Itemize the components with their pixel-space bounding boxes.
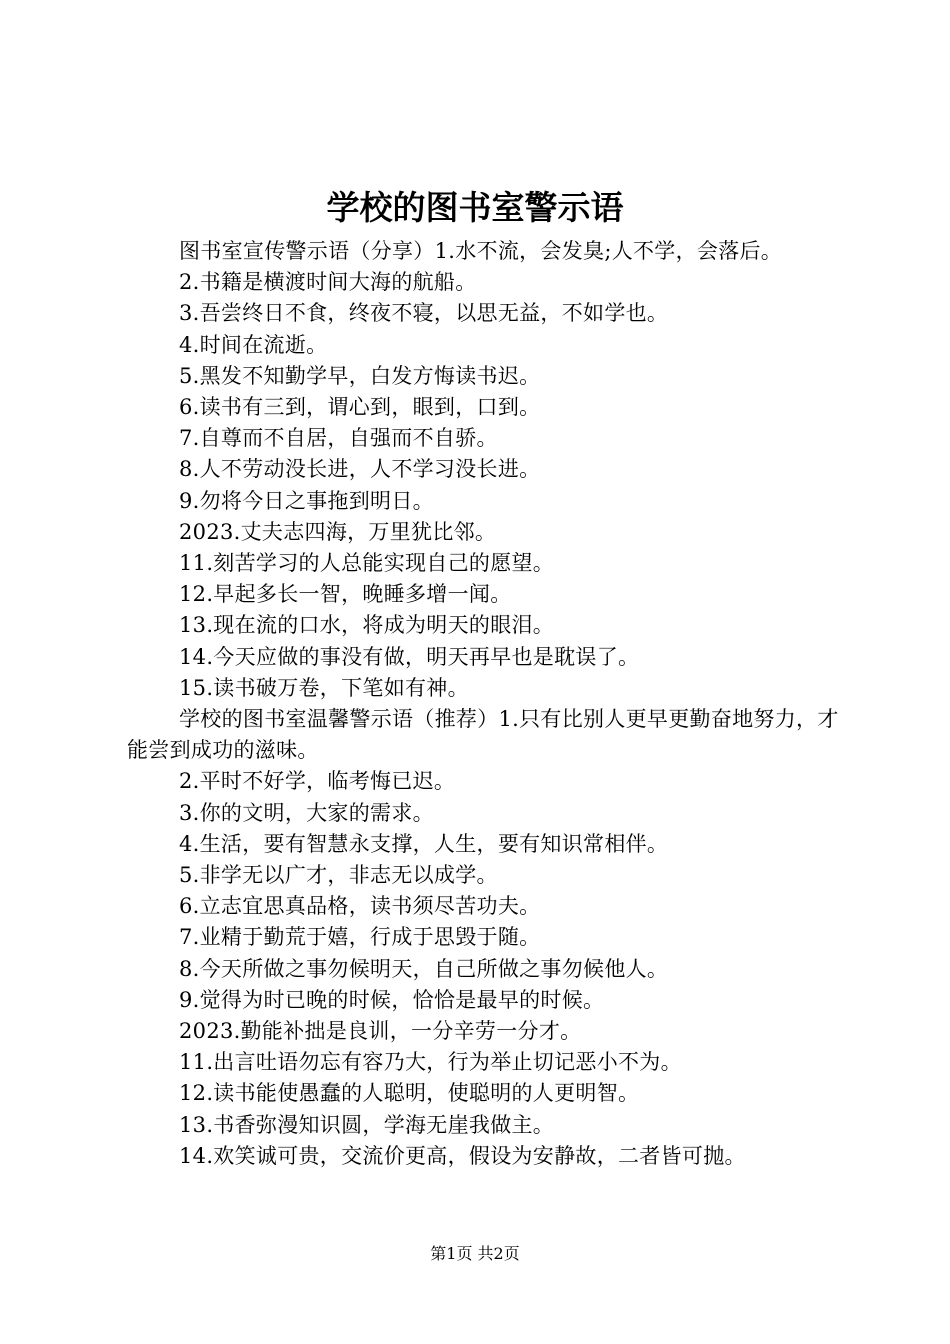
paragraph: 12.早起多长一智，晚睡多增一闻。 [179, 582, 512, 607]
paragraph: 11.刻苦学习的人总能实现自己的愿望。 [179, 551, 555, 576]
paragraph: 7.业精于勤荒于嬉，行成于思毁于随。 [179, 925, 541, 950]
paragraph: 4.生活，要有智慧永支撑，人生，要有知识常相伴。 [179, 831, 669, 856]
document-title: 学校的图书室警示语 [326, 188, 624, 227]
paragraph: 15.读书破万卷，下笔如有神。 [179, 675, 469, 700]
paragraph: 9.觉得为时已晚的时候，恰恰是最早的时候。 [179, 987, 605, 1012]
paragraph: 14.今天应做的事没有做，明天再早也是耽误了。 [179, 644, 640, 669]
paragraph: 图书室宣传警示语（分享）1.水不流，会发臭;人不学，会落后。 [179, 239, 783, 263]
paragraph: 6.读书有三到，谓心到，眼到，口到。 [179, 395, 541, 420]
paragraph: 8.人不劳动没长进，人不学习没长进。 [179, 457, 541, 482]
page-number-footer: 第1页 共2页 [430, 1244, 520, 1263]
paragraph: 2023.勤能补拙是良训，一分辛劳一分才。 [179, 1019, 582, 1044]
paragraph: 9.勿将今日之事拖到明日。 [179, 488, 434, 513]
paragraph: 3.你的文明，大家的需求。 [179, 800, 434, 825]
paragraph: 4.时间在流逝。 [179, 332, 328, 357]
paragraph: 13.书香弥漫知识圆，学海无崖我做主。 [179, 1112, 555, 1137]
paragraph: 学校的图书室温馨警示语（推荐）1.只有比别人更早更勤奋地努力，才能尝到成功的滋味。 [127, 707, 839, 763]
document-body [127, 236, 839, 1172]
paragraph: 6.立志宜思真品格，读书须尽苦功夫。 [179, 894, 541, 919]
paragraph: 2.书籍是横渡时间大海的航船。 [179, 270, 477, 295]
paragraph: 5.黑发不知勤学早，白发方悔读书迟。 [179, 363, 541, 388]
paragraph: 7.自尊而不自居，自强而不自骄。 [179, 426, 498, 451]
paragraph: 11.出言吐语勿忘有容乃大，行为举止切记恶小不为。 [179, 1050, 682, 1075]
paragraph: 13.现在流的口水，将成为明天的眼泪。 [179, 613, 555, 638]
paragraph: 12.读书能使愚蠢的人聪明，使聪明的人更明智。 [179, 1081, 640, 1106]
paragraph: 14.欢笑诚可贵，交流价更高，假设为安静故，二者皆可抛。 [179, 1143, 746, 1168]
paragraph: 8.今天所做之事勿候明天，自己所做之事勿候他人。 [179, 956, 669, 981]
paragraph: 3.吾尝终日不食，终夜不寝，以思无益，不如学也。 [179, 301, 669, 326]
paragraph: 2.平时不好学，临考悔已迟。 [179, 769, 456, 794]
paragraph: 5.非学无以广才，非志无以成学。 [179, 863, 498, 888]
paragraph: 2023.丈夫志四海，万里犹比邻。 [179, 519, 497, 544]
